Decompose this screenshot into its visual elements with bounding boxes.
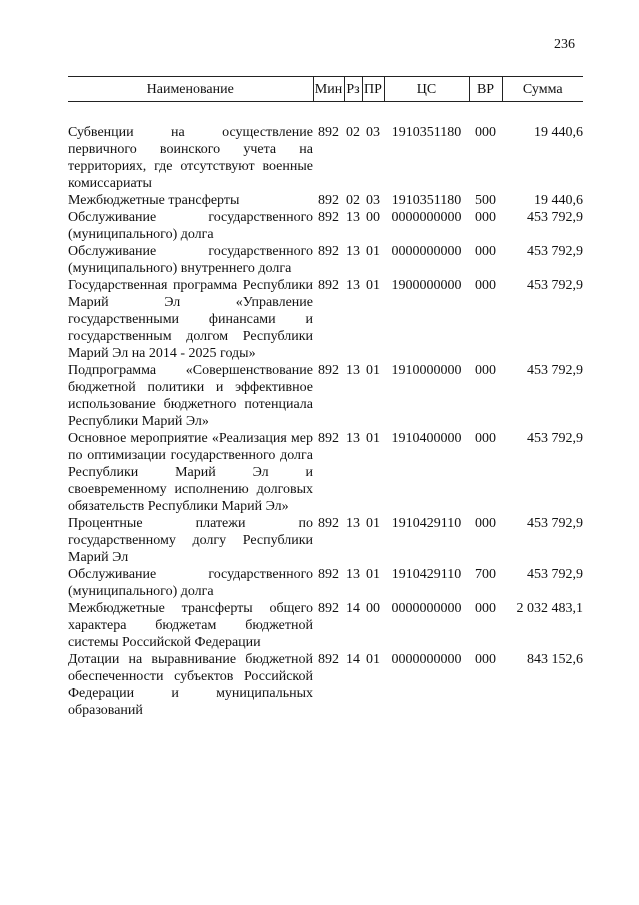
row-sum-cell: 453 792,9 [527, 210, 583, 225]
row-sum-cell: 453 792,9 [527, 516, 583, 531]
row-cs-cell: 0000000000 [391, 652, 462, 667]
row-min-cell: 892 [318, 431, 339, 446]
row-vr-cell: 000 [475, 601, 496, 616]
table-row [68, 651, 583, 719]
table-body [68, 102, 583, 720]
row-name-cell: Обслуживание государственного (муниципального) долга [68, 210, 313, 242]
row-min-cell: 892 [318, 210, 339, 225]
table-row [68, 277, 583, 362]
row-name-cell: Межбюджетные трансферты общего характера бюджетам бюджетной системы Российской Федерации [68, 601, 313, 650]
row-name-cell: Основное мероприятие «Реализация мер по оптимизации государственного долга Республики Марий Эл и своевременному исполнению долговых обязательств Республики Марий Эл» [68, 431, 313, 514]
row-pr-cell: 03 [366, 125, 380, 140]
row-min-cell: 892 [318, 125, 339, 140]
row-cs-cell: 1910351180 [391, 193, 462, 208]
page-number: 236 [554, 37, 575, 52]
row-vr-cell: 000 [475, 278, 496, 293]
row-sum-cell: 453 792,9 [527, 431, 583, 446]
row-min-cell: 892 [318, 567, 339, 582]
row-pr-cell: 01 [366, 567, 380, 582]
row-sum-cell: 453 792,9 [527, 567, 583, 582]
header-sum: Сумма [502, 77, 583, 102]
row-vr-cell: 000 [475, 125, 496, 140]
row-vr-cell: 700 [475, 567, 496, 582]
row-name-cell: Обслуживание государственного (муниципального) долга [68, 567, 313, 599]
row-rz-cell: 13 [346, 363, 360, 378]
table-row [68, 362, 583, 430]
table-row [68, 243, 583, 277]
row-min-cell: 892 [318, 652, 339, 667]
row-sum-cell: 2 032 483,1 [516, 601, 583, 616]
row-name-cell: Дотации на выравнивание бюджетной обеспеченности субъектов Российской Федерации и муниципальных образований [68, 652, 313, 718]
header-spacer [68, 102, 583, 125]
row-sum-cell: 19 440,6 [534, 193, 583, 208]
row-pr-cell: 01 [366, 652, 380, 667]
row-rz-cell: 13 [346, 516, 360, 531]
row-sum-cell: 843 152,6 [527, 652, 583, 667]
row-vr-cell: 000 [475, 363, 496, 378]
table-row [68, 192, 583, 209]
table-header-row [68, 77, 583, 102]
row-name-cell: Процентные платежи по государственному долгу Республики Марий Эл [68, 516, 313, 565]
row-name-cell: Межбюджетные трансферты [68, 193, 240, 208]
row-vr-cell: 000 [475, 210, 496, 225]
row-rz-cell: 13 [346, 210, 360, 225]
row-vr-cell: 000 [475, 244, 496, 259]
table-row [68, 209, 583, 243]
row-cs-cell: 1910351180 [391, 125, 462, 140]
row-pr-cell: 00 [366, 601, 380, 616]
row-cs-cell: 1910429110 [391, 516, 462, 531]
header-vr: ВР [469, 77, 502, 102]
row-name-cell: Субвенции на осуществление первичного воинского учета на территориях, где отсутствуют военные комиссариаты [68, 125, 313, 191]
row-pr-cell: 00 [366, 210, 380, 225]
row-cs-cell: 1900000000 [391, 278, 462, 293]
row-vr-cell: 000 [475, 431, 496, 446]
row-min-cell: 892 [318, 244, 339, 259]
row-cs-cell: 1910000000 [391, 363, 462, 378]
header-min: Мин [313, 77, 344, 102]
row-rz-cell: 02 [346, 125, 360, 140]
row-rz-cell: 14 [346, 601, 360, 616]
row-cs-cell: 1910400000 [391, 431, 462, 446]
table-row [68, 430, 583, 515]
row-vr-cell: 000 [475, 516, 496, 531]
row-sum-cell: 453 792,9 [527, 363, 583, 378]
row-name-cell: Обслуживание государственного (муниципального) внутреннего долга [68, 244, 313, 276]
budget-table [68, 76, 583, 719]
row-pr-cell: 01 [366, 516, 380, 531]
row-rz-cell: 02 [346, 193, 360, 208]
row-pr-cell: 03 [366, 193, 380, 208]
table-row [68, 124, 583, 192]
row-rz-cell: 14 [346, 652, 360, 667]
row-rz-cell: 13 [346, 278, 360, 293]
row-rz-cell: 13 [346, 244, 360, 259]
row-min-cell: 892 [318, 363, 339, 378]
row-cs-cell: 0000000000 [391, 244, 462, 259]
row-rz-cell: 13 [346, 567, 360, 582]
row-min-cell: 892 [318, 516, 339, 531]
row-rz-cell: 13 [346, 431, 360, 446]
row-min-cell: 892 [318, 278, 339, 293]
header-rz: Рз [344, 77, 362, 102]
table-row [68, 600, 583, 651]
row-cs-cell: 1910429110 [391, 567, 462, 582]
header-name: Наименование [68, 77, 313, 102]
row-vr-cell: 500 [475, 193, 496, 208]
row-pr-cell: 01 [366, 278, 380, 293]
row-sum-cell: 453 792,9 [527, 278, 583, 293]
table-row [68, 515, 583, 566]
table-row [68, 566, 583, 600]
row-pr-cell: 01 [366, 244, 380, 259]
row-sum-cell: 19 440,6 [534, 125, 583, 140]
row-cs-cell: 0000000000 [391, 210, 462, 225]
row-sum-cell: 453 792,9 [527, 244, 583, 259]
row-cs-cell: 0000000000 [391, 601, 462, 616]
row-min-cell: 892 [318, 601, 339, 616]
header-cs: ЦС [384, 77, 469, 102]
row-pr-cell: 01 [366, 363, 380, 378]
row-name-cell: Подпрограмма «Совершенствование бюджетной политики и эффективное использование бюджетного потенциала Республики Марий Эл» [68, 363, 313, 429]
header-pr: ПР [362, 77, 384, 102]
row-vr-cell: 000 [475, 652, 496, 667]
row-min-cell: 892 [318, 193, 339, 208]
row-pr-cell: 01 [366, 431, 380, 446]
row-name-cell: Государственная программа Республики Марий Эл «Управление государственными финансами и государственным долгом Республики Марий Эл на 2014 - 2025 годы» [68, 278, 313, 361]
